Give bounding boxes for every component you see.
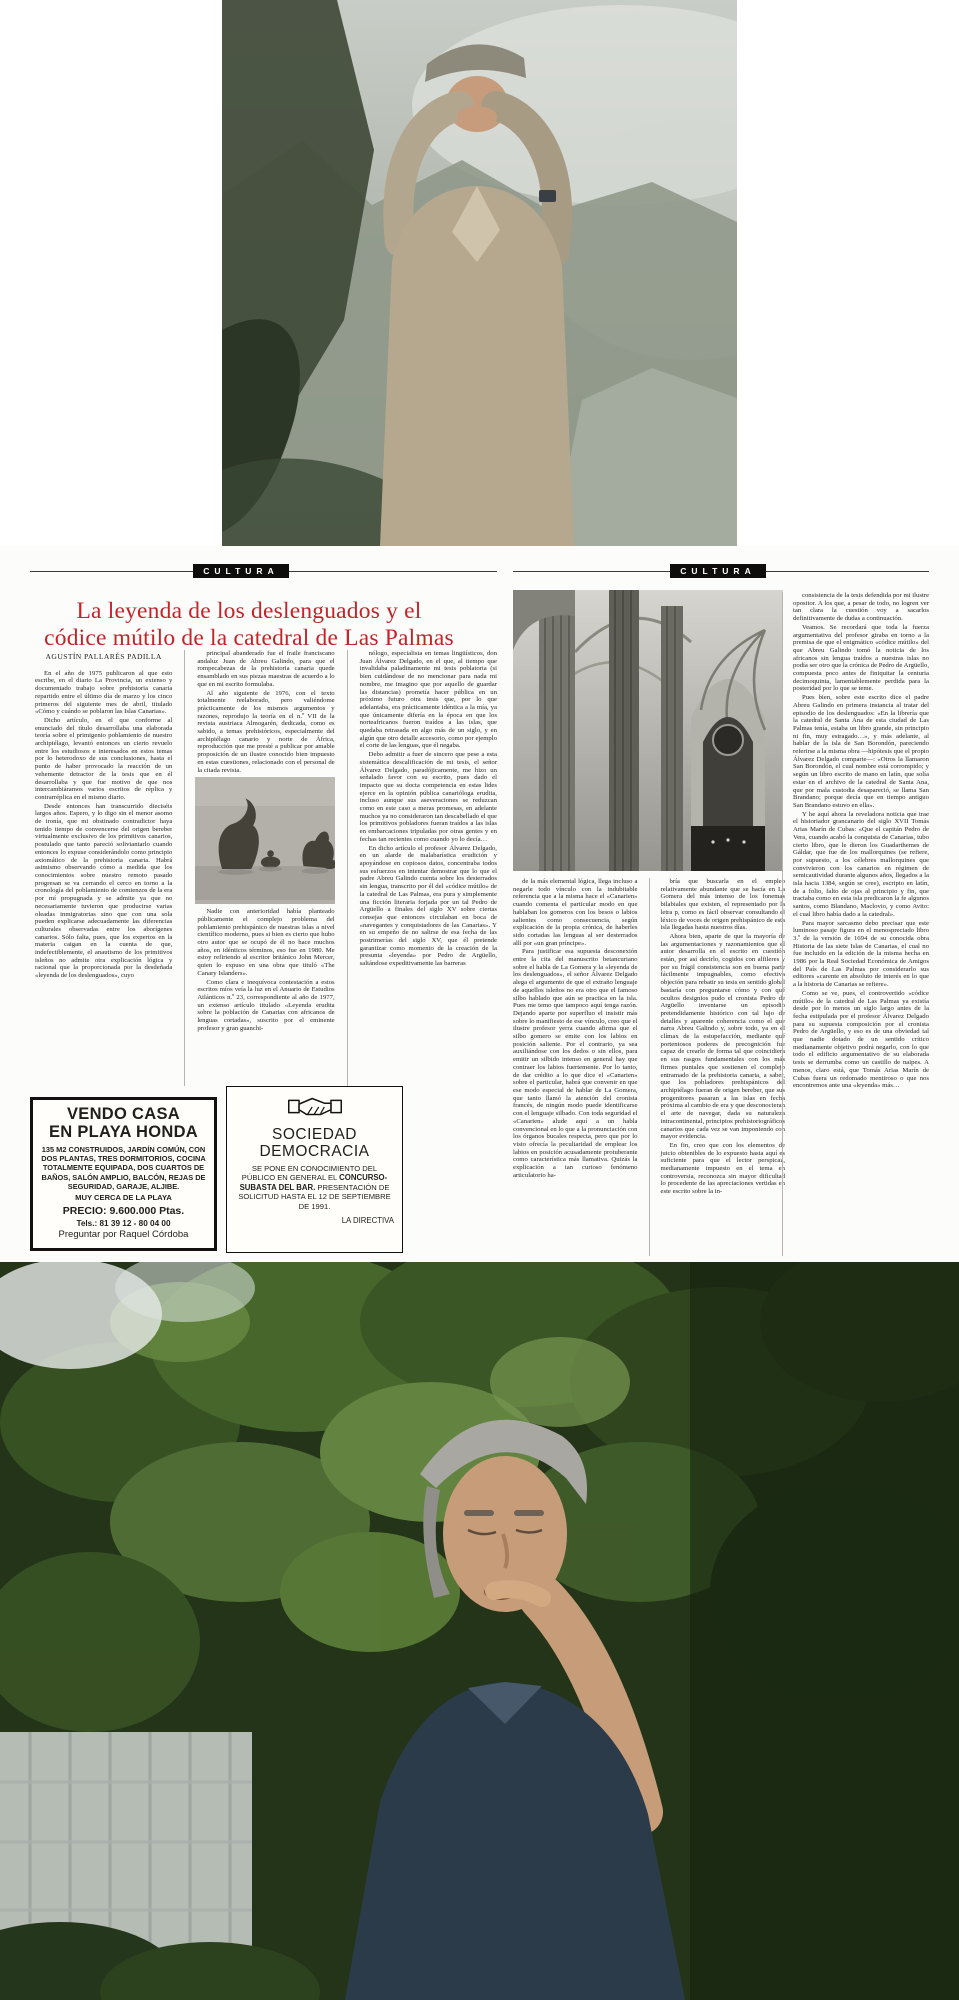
newspaper-spread	[0, 546, 959, 1262]
cathedral-interior-photo	[513, 590, 783, 871]
paragraph: En el año de 1975 publicaron al que esto escribe, en el diario La Provincia, un extenso y documentado trabajo sobre prehistoria canaria repartido entre el último día de marzo y los cinco primeros del siguiente mes de abril, titulado «Cómo y cuándo se poblaron las Islas Canarias».	[35, 669, 173, 716]
ad-sociedad-notice	[235, 1164, 394, 1211]
ad-vendo-price: PRECIO: 9.600.000 Ptas.	[62, 1205, 185, 1218]
ad-sociedad-notice-intro: SE PONE EN CONOCIMIENTO DEL PÚBLICO EN GENERAL EL	[241, 1164, 378, 1183]
paragraph: Desde entonces han transcurrido dieciséis largos años. Espero, y lo digo sin el menor asomo de ironía, que mi obstinado contradictor haya tenido tiempo de convencerse del origen bereber virtualmente exclusivo de los primitivos canarios, postulado que tanto pareció soliviantarlo cuando entonces lo expuse considerándolo como principio axiomático de la prehistoria canaria. Habrá asimismo observando cómo a medida que los conocimientos sobre nuestro remoto pasado progresan se va cerrando el cerco en torno a la cronología del poblamiento de comienzos de la era por mí propugnada y se admite ya que no necesariamente tuvieron que producirse varias oleadas inmigratorias sino que con una sola pueden explicarse adecuadamente las diferencias culturales observadas entre los aborígenes canarios. Sólo falta, pues, que los expertos en la materia caigan en la cuenta de que, indefectiblemente, el anautismo de los primitivos isleños no admite otra explicación lógica y racional que la proporcionada por la desdeñada «leyenda de los deslenguados», cuyo	[35, 802, 173, 980]
paragraph: En fin, creo que con los elementos de juicio obtenibles de lo expuesto hasta aquí es suficiente para que el lector perspicaz, medianamente impuesto en el tema en controversia, reconozca sin mayor dificultad lo procedente de las apreciaciones vertidas en este escrito sobre la in-	[660, 1141, 785, 1196]
paragraph: Para justificar esa supuesta desconexión entre la cita del manuscrito betancuriano sobre el habla de La Gomera y la «leyenda de los deslenguados», el señor Álvarez Delgado alega el argumento de que el extraño lenguaje de aquellos isleños no era otro que el famoso silbo hablado que aún se practica en la isla. Pues me temo que tampoco aquí tenga razón. Dejando aparte por superfluo el insistir más sobre lo manifiesto de ese vínculo, creo que el ilustre profesor yerra cuando afirma que el silbo gomero se emite con los labios en posición saliente. Por el contrario, ya sea auxiliándose con los dedos o sin ellos, para emitir un silbido intenso en general hay que contraer los labios fuertemente. Por lo tanto, de dar crédito a lo que dice el «Canarien» sobre el particular, habrá que convenir en que ese modo especial de hablar de La Gomera, que tanto llamó la atención del cronista francés, de ningún modo puede identificarse con el lenguaje silbado. Con toda seguridad el «Canarien» alude aquí a un habla convencional en lo que a la pronunciación con los órganos bucales respecta, pero que por lo visto ofrecía la peculiaridad de emplear los labios en posición acusadamente protuberante como característica más llamativa. Quizás la explicación a tan curioso fenómeno articulatorio ha-	[513, 948, 638, 1179]
paragraph: nólogo, especialista en temas lingüísticos, don Juan Álvarez Delgado, en el que, al tiempo que invalidaba paladinamente mi tesis poblatoria (si bien cuidándose de no mencionar para nada mi nombre, me imagino que por aquello de guardar las distancias) prometía hacer pública en un próximo futuro otra tesis que, por lo que adelantaba, era prácticamente idéntica a la mía, ya que únicamente difería en la época en que los norteafricanos fueron traídos a las islas, que quedaba retrasada en algo más de un siglo, y en algún que otro detalle accesorio, como por ejemplo el corte de las lenguas, que él negaba.	[359, 650, 497, 750]
left-column-2	[184, 650, 334, 1086]
paragraph: Para mayor sarcasmo debo precisar que este luminoso pasaje figura en el menospreciado libro 3.º de la versión de 1694 de su conocida obra Historia de las siete Islas de Canarias, el cual no fue incluido en la edición de la misma hecha en 1986 por la Real Sociedad Económica de Amigos del País de Las Palmas por considerarlo sus editores «carente en absoluto de interés en lo que a la historia de Canarias se refiere».	[793, 919, 929, 989]
ad-sociedad-signature: LA DIRECTIVA	[341, 1216, 394, 1226]
left-column-1	[35, 650, 172, 1086]
right-column-3	[782, 592, 929, 1256]
headline-line-2: códice mútilo de la catedral de Las Palmas	[44, 624, 454, 651]
right-page-columns-1-2	[513, 878, 785, 1256]
article-headline	[34, 598, 464, 652]
paragraph: Al año siguiente de 1976, con el texto totalmente reelaborado, pero valiéndome prácticamente de los mismos argumentos y razones, reprodujo la teoría en el n.º VII de la revista austriaca Almogarén, dedicada, como es sabido, a temas prehistóricos, especialmente del archipiélago canario y norte de África, reproducción que me presté a publicar por amable proposición de un ilustre conocido bien impuesto en estas cuestiones, relacionado con el personal de la citada revista.	[197, 689, 335, 774]
paragraph: Ahora bien, aparte de que la mayoría de las argumentaciones y razonamientos que el autor desarrolla en el escrito en cuestión están, por así decirlo, cogidos con alfileres y por su frágil consistencia son en buena parte fácilmente impugnables, como efectiva objeción para rebatir su tesis en sentido global bastaría con preguntarse cómo y con qué ocultos designios pudo el cronista Pedro de Argüello inventarse un episodio pretendidamente histórico con tal lujo de detalles y aparente coherencia como el que narra Abreu Galindo y, sobre todo, ya en el clímax de la estupefacción, mediante qué portentosos poderes de precognición fue capaz de crearlo de forma tal que coincidiera en sus rasgos fundamentales con los más firmes puntales que sostienen el complejo entramado de la prehistoria canaria, a saber, que los pobladores prehispánicos del archipiélago fueran de origen bereber, que sus progenitores pasaran a las islas en fecha próxima al cambio de era y que desconocieran el arte de navegar, dada su naturaleza intracontinental, principios prehistoriográficos canarios que cada vez se van imponiendo con mayor evidencia.	[660, 932, 785, 1141]
ad-sociedad-name-line1: SOCIEDAD	[272, 1126, 357, 1143]
ad-vendo-details: 135 M2 CONSTRUIDOS, JARDÍN COMÚN, CON DOS PLANTAS, TRES DORMITORIOS, COCINA TOTALMENTE EQUIPADA, DOS CUARTOS DE BAÑOS, SALÓN AMPLIO, BALCÓN, REJAS DE SEGURIDAD, GARAJE, ALJIBE.	[41, 1145, 206, 1191]
paragraph: consistencia de la tesis defendida por mi ilustre opositor. A los que, a pesar de todo, no logren ver tan clara la cuestión voy a sacarlos definitivamente de dudas a continuación.	[793, 592, 929, 623]
ad-sociedad-notice-deadline: PRESENTACIÓN DE SOLICITUD HASTA EL 12 DE SEPTIEMBRE DE 1991.	[238, 1182, 391, 1211]
section-label-left: CULTURA	[193, 564, 289, 578]
ad-vendo-title-line1: VENDO CASA	[66, 1105, 180, 1123]
ad-sociedad-democracia	[226, 1086, 403, 1253]
section-label-right: CULTURA	[670, 564, 766, 578]
paragraph: Pues bien, sobre este escrito dice el padre Abreu Galindo en primera instancia al tratar del episodio de los deslenguados: «En la librería que la catedral de Santa Ana de esta ciudad de Las Palmas tenía, estaba un libro grande, sin principio ni fin, muy estragado…», y más adelante, al hablar de la isla de San Borondón, pareciendo referirse a la misma obra —hipótesis que el propio Álvarez Delgado comparte—: «Otros la llamaron San Borondón, el cual nombre está corrompido; y según un libro escrito de mano en latín, que solía estar en el archivo de la catedral de Santa Ana, que por mala custodia desapareció, se llama San Brandano; porque decía que en tiempo antiguo San Brandano estuvo en ella».	[793, 694, 929, 809]
ad-vendo-title-line2: EN PLAYA HONDA	[48, 1123, 199, 1141]
left-column-3	[347, 650, 497, 1086]
ad-sociedad-notice-subject: CONCURSO-SUBASTA DEL BAR.	[239, 1173, 388, 1192]
paragraph: Nadie con anterioridad había planteado públicamente el complejo problema del poblamiento prehispánico de nuestras islas a nivel científico moderno, pues si bien es cierto que hubo otro autor que se ocupó de él no hace muchos años, en idénticos términos, eso fue en 1980. Me estoy refiriendo al escritor británico John Mercer, quien lo expuso en una obra que tituló «The Canary Islanders».	[197, 908, 335, 977]
mid-photo-field-figures	[195, 777, 334, 904]
cathedral-illustration	[513, 590, 783, 871]
handshake-icon	[235, 1091, 394, 1126]
top-photo-whistler-mountains	[222, 0, 737, 546]
headline-line-1: La leyenda de los deslenguados y el	[76, 597, 422, 624]
paragraph: bría que buscarla en el empleo relativamente abundante que se hacía en La Gomera del más intenso de los fonemas bilabiales que existen, el representado por la letra p, como es fácil observar consultando el léxico de voces de origen prehispánico de esta isla llegadas hasta nuestros días.	[660, 878, 785, 932]
top-photo-illustration	[222, 0, 737, 546]
right-column-1	[513, 878, 638, 1256]
left-page-columns	[35, 650, 497, 1086]
paragraph: principal abanderado fue el fraile franciscano andaluz Juan de Abreu Galindo, para que el rompecabezas de la prehistoria canaria quede ensamblado en sus piezas maestras de acuerdo a lo que en mi escrito formulaba.	[197, 650, 335, 688]
ad-sociedad-name	[235, 1126, 394, 1160]
bottom-photo-illustration	[0, 1262, 959, 2000]
paragraph: Como se ve, pues, el controvertido «códice mútilo» de la catedral de Las Palmas ya existía desde por lo menos un siglo largo antes de la fecha estipulada por el profesor Álvarez Delgado para su supuesta composición por el cronista Pedro de Argüello, y eso es de una obviedad tal que nadie dotado de un sentido crítico medianamente objetivo podrá negarlo, con lo que todo el edificio argumentativo de su elaborada tesis se derrumba como un castillo de naipes. A menos, claro está, que Tomás Arias Marín de Cubas fuera un redomado mentiroso o que nos encontremos ante una «leyenda» más…	[793, 989, 929, 1090]
field-figures-illustration	[195, 777, 334, 900]
right-column-2	[649, 878, 786, 1256]
paragraph: Veamos. Se recordará que toda la fuerza argumentativa del profesor giraba en torno a la premisa de que el enigmático «códice mútilo» del que Abreu Galindo tomó la noticia de los africanos sin lengua traídos a nuestras islas no podía ser otro que la crónica de Pedro de Argüello, compuesta poco antes de finiquitar la centuria decimoquinta, lamentablemente perdida para la posteridad por lo que se teme.	[793, 623, 929, 693]
paragraph: En dicho artículo el profesor Álvarez Delgado, en un alarde de malabarística erudición y apoyándose en copiosos datos, concentraba todos sus esfuerzos en intentar demostrar que lo que el padre Abreu Galindo cuenta sobre los desterrados sin lengua, transcrito por él del «códice mútilo» de la catedral de Las Palmas, era pura y simplemente una ficción literaria forjada por un tal Pedro de Argüello a finales del siglo XV sobre ciertas consejas que entonces circulaban en boca de «navegantes y conquistadores de las Canarias». Y en su empeño de no salirse de esa fecha de las postrimerías del siglo XV, que él pretende garantizar como momento de la creación de la presunta «leyenda» por Pedro de Argüello, saltándose expeditivamente las barreras	[359, 844, 497, 968]
ad-vendo-casa	[30, 1097, 217, 1251]
paragraph: Debo admitir a fuer de sincero que pese a esta sistemática descalificación de mi tesis, el señor Álvarez Delgado, paradójicamente, me hizo un señalado favor con su escrito, pues dado el impacto que su docta competencia en estas lides ejerce en la opinión pública canarióloga erudita, incluso aunque sus aseveraciones se reduzcan como en este caso a meras promesas, en adelante muchos ya no consideraron tan descabellado el que los primitivos pobladores fueran traídos a las islas en embarcaciones tripuladas por otras gentes y en fechas tan recientes como cuando yo lo decía…	[359, 751, 497, 843]
ad-vendo-proximity: MUY CERCA DE LA PLAYA	[75, 1193, 172, 1203]
paragraph: Como clara e inequívoca contestación a estos escritos míos veía la luz en el Anuario de Estudios Atlánticos n.º 23, correspondiente al año de 1977, un extenso artículo titulado «Leyenda erudita sobre la población de Canarias con africanos de lenguas cortadas», suscrito por el eminente profesor y gran guanchi-	[197, 978, 335, 1032]
bottom-photo-whistler-foliage	[0, 1262, 959, 2000]
paragraph: Y he aquí ahora la reveladora noticia que trae el historiador grancanario del siglo XVII Tomás Arias Marín de Cubas: «Que el capitán Pedro de Vera, cuando acabó la conquista de Canarias, tubo cierto libro, que le dieron los Guadarthemes de Gáldar, que fue de los mallorquines (se refiere, por supuesto, a los célebres mallorquines que convivieron con los canarios en régimen de semicautividad durante algunos años, llegados a la isla hacia 1384, según se cree), escripto en latín, de a folio, falto de ojas al principio y fin, que tractaba como en esta isla predicaron la fe algunos santos, como Blandano, Maclovio, y como Avito: el cual libro había dado a la catedral».	[793, 810, 929, 918]
ad-vendo-title	[39, 1105, 208, 1141]
paragraph: de la más elemental lógica, llega incluso a negarle todo vínculo con la indubitable referencia que a la misma hace el «Canarien» cuando comenta el particular modo en que hablaban los gomeros con los besos o labios salientes como consecuencia, según explicación de la propia crónica, de haberles sido cortadas las lenguas al ser desterrados allí por «un gran príncipe».	[513, 878, 638, 947]
ad-vendo-phones: Tels.: 81 39 12 - 80 04 00	[76, 1219, 171, 1229]
paragraph: Dicho artículo, en el que conforme al enunciado del título desarrollaba una elaborada teoría sobre el primigenio poblamiento de nuestro archipiélago, levantó entonces un cierto revuelo entre los estudiosos e interesados en estos temas por lo heterodoxo de sus conclusiones, hasta el punto de haber provocado la reacción de un vehemente detractor de la tesis que en él desarrollaba y que fue motivo de que nos intercambiáramos varios escritos de réplica y contrarréplica en el mismo diario.	[35, 716, 173, 801]
byline: AGUSTÍN PALLARÉS PADILLA	[45, 652, 162, 661]
ad-sociedad-name-line2: DEMOCRACIA	[259, 1143, 370, 1160]
ad-vendo-contact: Preguntar por Raquel Córdoba	[58, 1229, 189, 1241]
